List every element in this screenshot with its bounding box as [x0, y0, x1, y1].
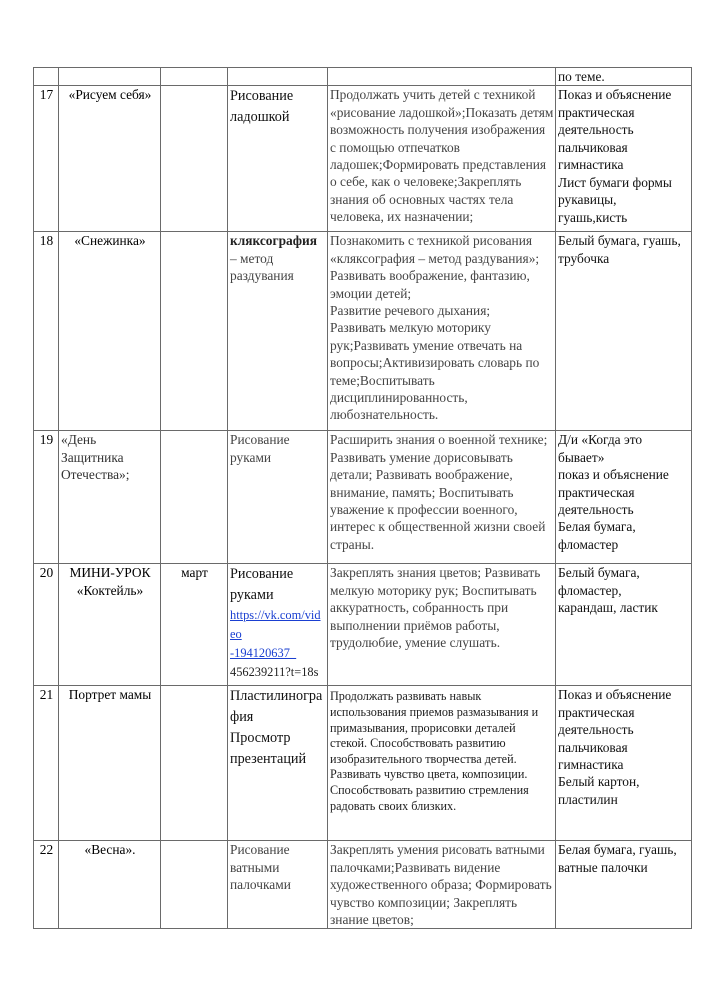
goal-line: Развивать воображение, фантазию, эмоции детей;	[330, 268, 530, 301]
cell-month	[161, 841, 228, 929]
technique-line: презентаций	[230, 751, 307, 768]
table-row	[34, 86, 692, 232]
cell-num: 18	[34, 232, 59, 431]
cell-technique	[228, 431, 328, 564]
cell-num: 21	[34, 686, 59, 841]
material-line: карандаш, ластик	[558, 600, 658, 616]
cell-title: «Снежинка»	[59, 232, 161, 431]
material-line: пластилин	[558, 791, 618, 807]
material-line: Белый бумага, гуашь,	[558, 233, 681, 249]
cell-title	[59, 431, 161, 564]
table-row	[34, 841, 692, 929]
cell-materials	[556, 232, 692, 431]
goal-line: Развитие речевого дыхания;	[330, 303, 491, 319]
cell-num: 22	[34, 841, 59, 929]
goal-line: Развивать мелкую моторику рук;Развивать умение отвечать на вопросы;Активизировать словарь по теме;Воспитывать дисциплинированность, любознательность.	[330, 320, 540, 423]
material-line: бывает»	[558, 449, 605, 465]
cell-title: «Рисуем себя»	[59, 86, 161, 232]
technique-line: ладошкой	[230, 109, 290, 126]
cell-technique	[228, 564, 328, 686]
video-link[interactable]	[230, 606, 326, 663]
technique-line: палочками	[230, 877, 291, 893]
technique-line: фия	[230, 709, 254, 726]
goal-line: Познакомить с техникой рисования «кляксография – метод раздувания»;	[330, 233, 540, 266]
link-tail: 456239211?t=18s	[230, 665, 319, 680]
material-line: рукавицы,	[558, 192, 617, 208]
table-row	[34, 564, 692, 686]
cell-month	[161, 431, 228, 564]
cell-num: 20	[34, 564, 59, 686]
cell-month	[161, 232, 228, 431]
table-row	[34, 232, 692, 431]
cell-materials: по теме.	[556, 68, 692, 86]
material-line: гуашь,кисть	[558, 209, 628, 225]
cell-technique	[228, 232, 328, 431]
cell-materials	[556, 86, 692, 232]
cell-materials	[556, 431, 692, 564]
cell-month	[161, 86, 228, 232]
table-row	[34, 431, 692, 564]
technique-line: Рисование	[230, 432, 290, 448]
cell-month	[161, 686, 228, 841]
cell-title	[59, 564, 161, 686]
material-line: гимнастика	[558, 757, 624, 773]
link-line: https://vk.com/video	[230, 608, 321, 642]
lesson-plan-table	[33, 67, 692, 929]
technique-line: руками	[230, 587, 274, 604]
cell-num: 19	[34, 431, 59, 564]
material-line: деятельность	[558, 722, 634, 738]
material-line: Белый картон,	[558, 774, 640, 790]
technique-line: руками	[230, 449, 272, 465]
table-row-carryover	[34, 68, 692, 86]
material-line: Показ и объяснение	[558, 87, 672, 103]
cell-goals	[328, 232, 556, 431]
material-line: Белый бумага,	[558, 565, 640, 581]
technique-line: Рисование	[230, 842, 290, 858]
technique-line: ватными	[230, 859, 280, 875]
link-line: -194120637_	[230, 646, 297, 661]
material-line: Д/и «Когда это	[558, 432, 643, 448]
cell-num: 17	[34, 86, 59, 232]
material-line: фломастер	[558, 536, 619, 552]
technique-line: Рисование	[230, 566, 294, 583]
material-line: Показ и объяснение	[558, 687, 672, 703]
material-line: деятельность	[558, 502, 634, 518]
technique-line: – метод	[230, 250, 274, 266]
technique-line: Рисование	[230, 88, 294, 105]
material-line: пальчиковая	[558, 739, 628, 755]
material-line: практическая	[558, 484, 635, 500]
cell-goals: Расширить знания о военной технике; Развивать умение дорисовывать детали; Развивать воображение, внимание, память; Воспитывать уважение к профессии военного, интерес к общественной жизни своей страны.	[328, 431, 556, 564]
material-line: деятельность	[558, 122, 634, 138]
cell-title: «Весна».	[59, 841, 161, 929]
cell-goals: Продолжать учить детей с техникой «рисование ладошкой»;Показать детям возможность получения изображения с помощью отпечатков ладошек;Формировать представления о себе, как о человеке;Закреплять знания об основных частях тела человека, их назначении;	[328, 86, 556, 232]
material-line: пальчиковая	[558, 139, 628, 155]
cell-goals: Закреплять знания цветов; Развивать мелкую моторику рук; Воспитывать аккуратность, собранность при выполнении приёмов работы, трудолюбие, умение слушать.	[328, 564, 556, 686]
material-line: Белая бумага,	[558, 519, 636, 535]
cell-num	[34, 68, 59, 86]
cell-technique	[228, 68, 328, 86]
material-line: трубочка	[558, 250, 610, 266]
material-line: практическая	[558, 104, 635, 120]
cell-month: март	[161, 564, 228, 686]
cell-materials	[556, 564, 692, 686]
title-line: Защитника	[61, 449, 124, 465]
title-line: МИНИ-УРОК	[69, 565, 151, 581]
material-line: практическая	[558, 704, 635, 720]
technique-line: раздувания	[230, 268, 294, 284]
table-row	[34, 686, 692, 841]
cell-goals	[328, 68, 556, 86]
title-line: «День	[61, 432, 97, 448]
cell-technique	[228, 841, 328, 929]
cell-month	[161, 68, 228, 86]
material-line: Лист бумаги формы	[558, 174, 672, 190]
material-line: гимнастика	[558, 157, 624, 173]
cell-goals: Продолжать развивать навык использования приемов размазывания и примазывания, прорисовки деталей стекой. Способствовать развитию изобразительного творчества детей. Развивать чувство цвета, композиции. Способствовать развитию стремления радовать своих близких.	[328, 686, 556, 841]
technique-bold: кляксография	[230, 233, 317, 249]
cell-materials	[556, 841, 692, 929]
cell-title	[59, 68, 161, 86]
cell-technique	[228, 686, 328, 841]
title-line: «Коктейль»	[76, 582, 144, 598]
cell-technique	[228, 86, 328, 232]
material-line: фломастер,	[558, 582, 622, 598]
material-line: ватные палочки	[558, 859, 648, 875]
cell-title: Портрет мамы	[59, 686, 161, 841]
material-line: показ и объяснение	[558, 467, 669, 483]
technique-line: Пластилиногра	[230, 688, 323, 705]
cell-materials	[556, 686, 692, 841]
technique-line: Просмотр	[230, 730, 291, 747]
cell-goals: Закреплять умения рисовать ватными палочками;Развивать видение художественного образа; Формировать чувство композиции; Закреплять знание цветов;	[328, 841, 556, 929]
title-line: Отечества»;	[61, 467, 130, 483]
material-line: Белая бумага, гуашь,	[558, 842, 677, 858]
